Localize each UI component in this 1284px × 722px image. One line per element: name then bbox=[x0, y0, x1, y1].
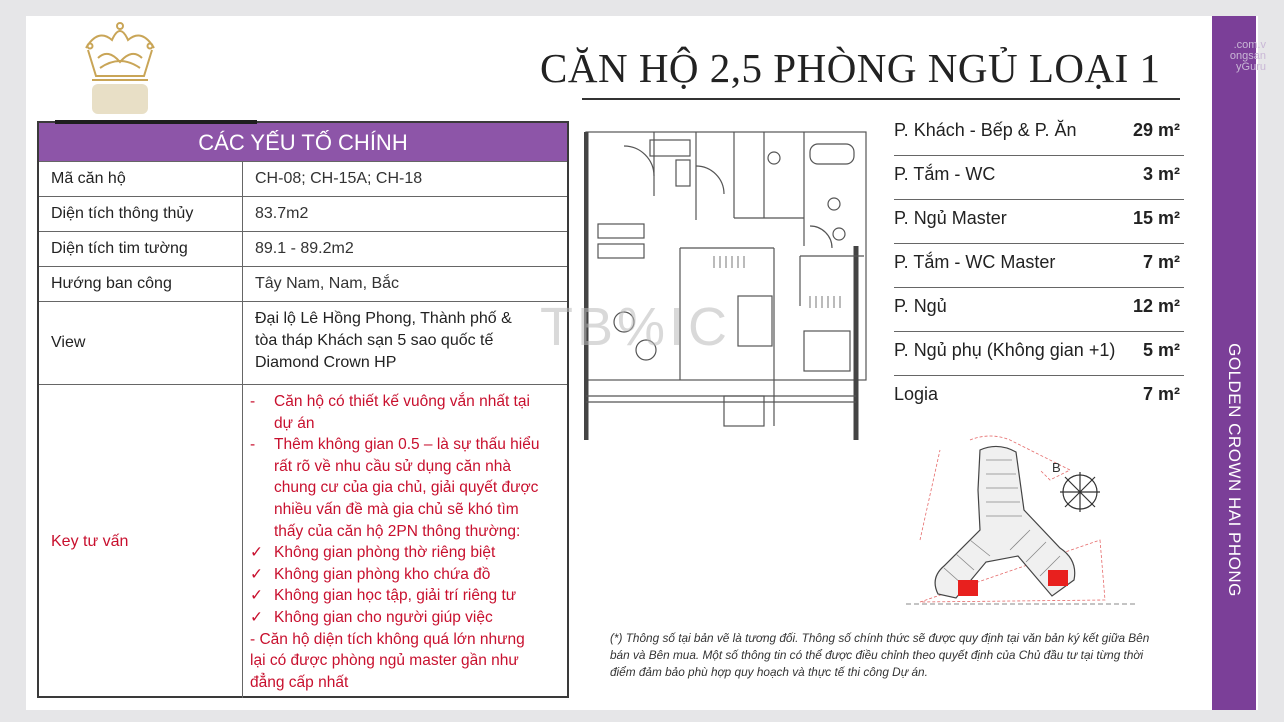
key-check-item: ✓ Không gian học tập, giải trí riêng tư bbox=[250, 585, 560, 607]
view-value bbox=[255, 308, 512, 374]
row-label: Hướng ban công bbox=[51, 275, 172, 292]
view-line: tòa tháp Khách sạn 5 sao quốc tế bbox=[255, 332, 494, 349]
header-accent-bar bbox=[55, 120, 257, 124]
key-check-item: ✓ Không gian cho người giúp việc bbox=[250, 607, 560, 629]
disclaimer-note: (*) Thông số tại bản vẽ là tương đối. Thông số chính thức sẽ được quy định tại văn bản ký kết giữa Bên bán và Bên mua. Một số thông tin có thể được điều chỉnh theo quyết định của Chủ đầu tư tại từng thời điểm đảm bảo phù hợp quy hoạch và thực tế thi công Dự án. bbox=[610, 631, 1150, 679]
check-icon: ✓ bbox=[250, 608, 263, 626]
view-label: View bbox=[51, 334, 86, 351]
key-check-item: ✓ Không gian phòng kho chứa đồ bbox=[250, 564, 560, 586]
row-value: CH-08; CH-15A; CH-18 bbox=[255, 170, 423, 187]
floor-plan bbox=[584, 126, 870, 446]
room-row bbox=[894, 332, 1184, 376]
room-row bbox=[894, 112, 1184, 156]
room-name: P. Khách - Bếp & P. Ăn bbox=[894, 120, 1077, 140]
key-line: - Căn hộ có thiết kế vuông vắn nhất tại bbox=[250, 393, 530, 410]
view-line: Đại lộ Lê Hồng Phong, Thành phố & bbox=[255, 310, 512, 327]
room-area: 5 m² bbox=[1142, 340, 1180, 360]
row-label: Diện tích tim tường bbox=[51, 240, 188, 257]
brand-name: GOLDEN CROWN HAI PHONG bbox=[1225, 343, 1244, 597]
room-row bbox=[894, 288, 1184, 332]
table-row bbox=[39, 231, 567, 266]
view-line: Diamond Crown HP bbox=[255, 354, 397, 371]
row-value: 83.7m2 bbox=[255, 205, 309, 222]
room-area: 3 m² bbox=[1142, 164, 1180, 184]
row-value: 89.1 - 89.2m2 bbox=[255, 240, 354, 257]
key-line: lại có được phòng ngủ master gần như bbox=[250, 652, 519, 670]
key-line: - Thêm không gian 0.5 – là sự thấu hiểu bbox=[250, 436, 540, 454]
key-line: rất rõ về nhu cầu sử dụng căn nhà bbox=[274, 457, 512, 475]
table-header: CÁC YẾU TỐ CHÍNH bbox=[39, 123, 567, 161]
room-area: 29 m² bbox=[1132, 120, 1180, 140]
key-row bbox=[39, 384, 567, 698]
key-line: thấy của căn hộ 2PN thông thường: bbox=[274, 522, 521, 540]
key-line: dự án bbox=[274, 414, 315, 432]
room-area: 15 m² bbox=[1132, 208, 1180, 228]
row-label: Mã căn hộ bbox=[51, 170, 126, 187]
key-line: - Căn hộ diện tích không quá lớn nhưng bbox=[250, 630, 525, 648]
compass-north-label: B bbox=[1052, 460, 1061, 475]
room-row bbox=[894, 200, 1184, 244]
unit-highlight bbox=[958, 580, 978, 596]
row-label: Diện tích thông thủy bbox=[51, 205, 194, 222]
tower-site-plan bbox=[900, 430, 1140, 610]
title-underline bbox=[582, 98, 1180, 100]
key-line: chung cư của gia chủ, giải quyết được bbox=[274, 479, 539, 497]
room-area-list bbox=[894, 112, 1184, 419]
page-title: CĂN HỘ 2,5 PHÒNG NGỦ LOẠI 1 bbox=[540, 45, 1161, 91]
room-name: P. Tắm - WC bbox=[894, 164, 996, 184]
table-row bbox=[39, 161, 567, 196]
row-value: Tây Nam, Nam, Bắc bbox=[255, 275, 400, 292]
key-line: nhiều vấn đề mà gia chủ sẽ khó tìm bbox=[274, 500, 519, 518]
unit-highlight bbox=[1048, 570, 1068, 586]
key-factors-table bbox=[37, 121, 569, 698]
room-name: P. Ngủ phụ (Không gian +1) bbox=[894, 340, 1116, 360]
plan-watermark: TB%IC bbox=[540, 297, 732, 357]
room-row bbox=[894, 244, 1184, 288]
compass-icon bbox=[1060, 472, 1100, 512]
corner-watermark: .com.v ongsan yGuru bbox=[1229, 39, 1266, 73]
table-row bbox=[39, 196, 567, 231]
check-icon: ✓ bbox=[250, 587, 263, 605]
room-row bbox=[894, 376, 1184, 419]
key-line: đẳng cấp nhất bbox=[250, 673, 349, 691]
check-icon: ✓ bbox=[250, 565, 263, 583]
crown-logo-icon bbox=[78, 18, 162, 118]
key-points bbox=[250, 391, 560, 693]
room-name: P. Ngủ bbox=[894, 296, 947, 316]
key-label: Key tư vấn bbox=[51, 532, 129, 550]
view-row bbox=[39, 301, 567, 384]
check-icon: ✓ bbox=[250, 544, 263, 562]
room-area: 12 m² bbox=[1132, 296, 1180, 316]
key-check-item: ✓ Không gian phòng thờ riêng biệt bbox=[250, 542, 560, 564]
room-row bbox=[894, 156, 1184, 200]
room-area: 7 m² bbox=[1142, 384, 1180, 404]
room-name: P. Tắm - WC Master bbox=[894, 252, 1056, 272]
room-area: 7 m² bbox=[1142, 252, 1180, 272]
table-row bbox=[39, 266, 567, 301]
room-name: P. Ngủ Master bbox=[894, 208, 1007, 228]
room-name: Logia bbox=[894, 384, 939, 404]
